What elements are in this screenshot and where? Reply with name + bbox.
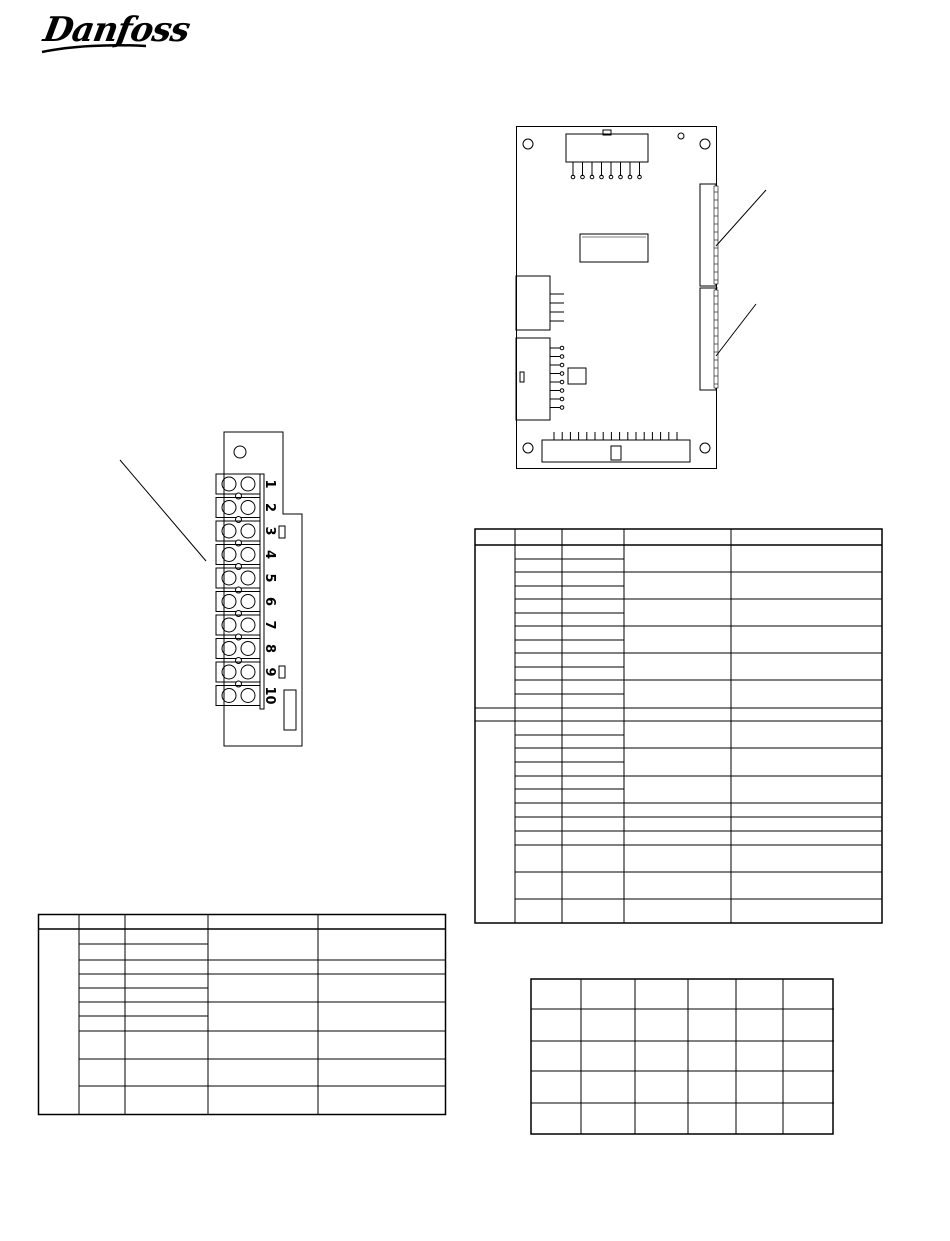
terminal-block xyxy=(216,474,260,494)
terminal-block xyxy=(216,545,260,565)
bottom-connector xyxy=(542,440,690,462)
component xyxy=(279,526,285,538)
terminal-number-6: 6 xyxy=(262,596,277,607)
terminal-number-9: 9 xyxy=(262,667,277,677)
terminal-block-upper xyxy=(700,184,716,286)
terminal-number-8: 8 xyxy=(262,643,277,654)
terminal-number-2: 2 xyxy=(262,502,277,513)
table-right xyxy=(474,528,886,928)
table-left xyxy=(38,914,448,1118)
terminal-number-7: 7 xyxy=(262,620,277,630)
terminal-number-4: 4 xyxy=(262,549,277,560)
terminal-block xyxy=(216,639,260,659)
top-connector xyxy=(566,134,648,162)
mounting-hole xyxy=(234,446,246,458)
table-bottom-right xyxy=(530,978,836,1138)
terminal-number-3: 3 xyxy=(262,526,277,536)
terminal-block xyxy=(216,592,260,612)
mounting-hole xyxy=(523,443,533,453)
mounting-hole xyxy=(700,139,710,149)
left-connector-lower xyxy=(516,338,550,420)
leader-line xyxy=(120,460,206,561)
left-connector-upper xyxy=(516,276,550,330)
terminal-block xyxy=(216,615,260,635)
logo-underline xyxy=(40,42,150,56)
terminal-strip-diagram xyxy=(110,428,320,753)
pcb-diagram xyxy=(510,122,780,474)
danfoss-logo: Danfoss xyxy=(40,10,193,50)
chip xyxy=(580,234,648,262)
mounting-hole xyxy=(700,443,710,453)
terminal-block xyxy=(216,686,260,706)
terminal-block xyxy=(216,662,260,682)
component xyxy=(284,690,296,730)
component xyxy=(279,666,285,678)
mounting-hole xyxy=(523,139,533,149)
terminal-block-lower xyxy=(700,288,716,390)
terminal-number-1: 1 xyxy=(262,479,277,489)
terminal-number-10: 10 xyxy=(262,686,277,705)
terminal-block xyxy=(216,568,260,588)
terminal-block xyxy=(216,521,260,541)
terminal-block xyxy=(216,498,260,518)
terminal-number-5: 5 xyxy=(262,573,277,583)
